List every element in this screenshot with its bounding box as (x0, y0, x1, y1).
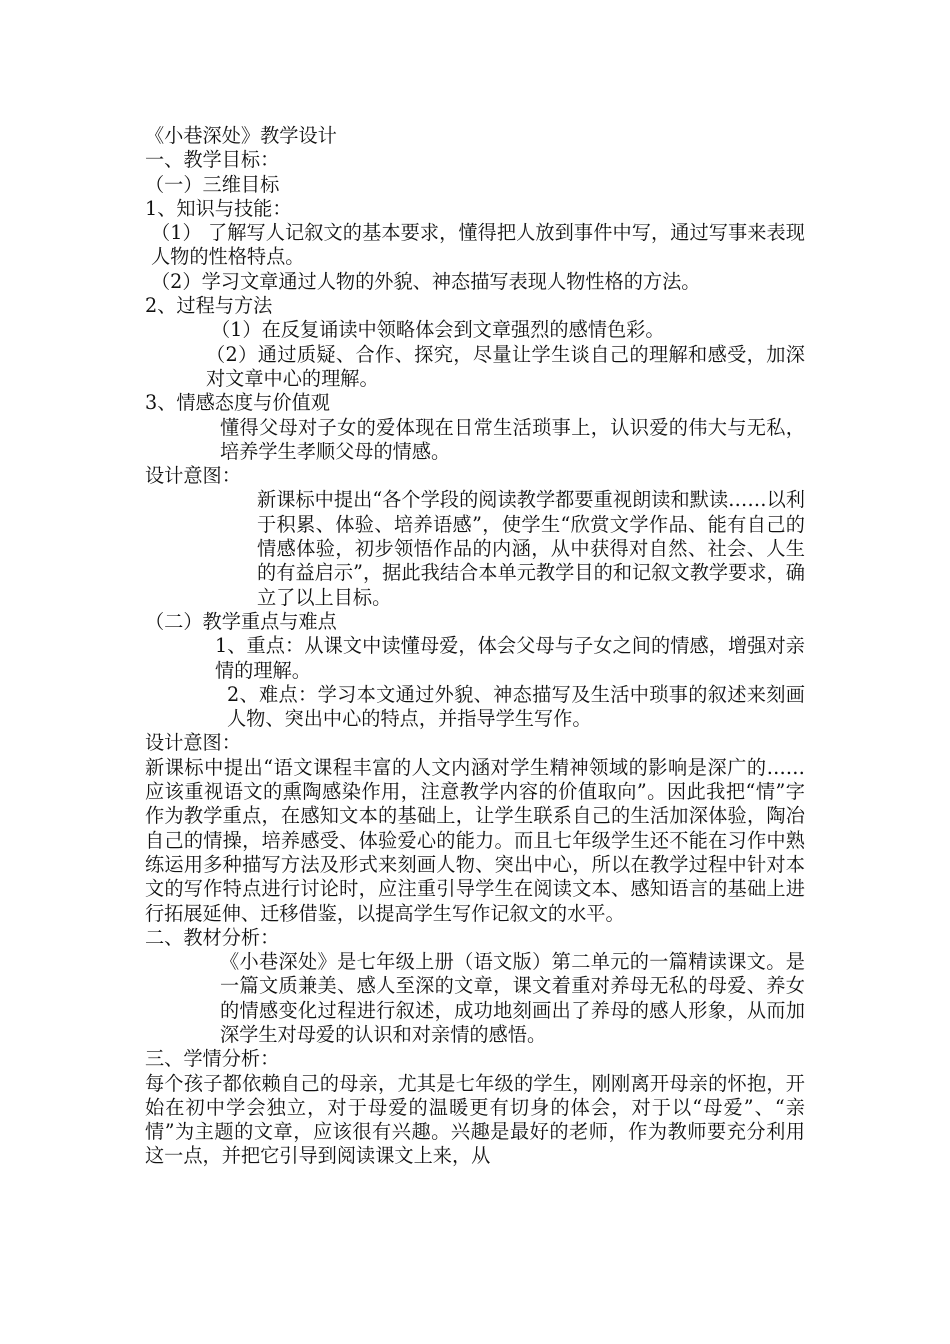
key-point-paragraph: 1、重点：从课文中读懂母爱，体会父母与子女之间的情感，增强对亲情的理解。 (215, 634, 805, 682)
subheading-three-dimensional-goals: （一）三维目标 (145, 172, 280, 196)
knowledge-item-2: （2）学习文章通过人物的外貌、神态描写表现人物性格的方法。 (151, 269, 701, 293)
design-intent-heading: 设计意图： (145, 464, 241, 488)
section-heading-learner-analysis: 三、学情分析： (145, 1047, 280, 1071)
textbook-analysis-paragraph: 《小巷深处》是七年级上册（语文版）第二单元的一篇精读课文。是一篇文质兼美、感人至深的文章，课文着重对养母无私的母爱、养女的情感变化过程进行叙述，成功地刻画出了养母的感人形象，从而加深学生对母爱的认识和对亲情的感悟。 (220, 950, 805, 1046)
process-item-2: （2）通过质疑、合作、探究，尽量让学生谈自己的理解和感受，加深对文章中心的理解。 (206, 342, 805, 390)
heading-process-methods: 2、过程与方法 (145, 294, 273, 318)
knowledge-item-1: （1） 了解写人记叙文的基本要求，懂得把人放到事件中写，通过写事来表现人物的性格特点。 (151, 221, 805, 269)
difficult-point-paragraph: 2、难点：学习本文通过外貌、神态描写及生活中琐事的叙述来刻画人物、突出中心的特点，并指导学生写作。 (227, 682, 805, 731)
emotion-paragraph: 懂得父母对子女的爱体现在日常生活琐事上，认识爱的伟大与无私，培养学生孝顺父母的情感。 (220, 415, 805, 463)
subheading-key-difficult-points: （二）教学重点与难点 (145, 609, 337, 633)
document-title: 《小巷深处》教学设计 (145, 124, 337, 147)
learner-analysis-paragraph: 每个孩子都依赖自己的母亲，尤其是七年级的学生，刚刚离开母亲的怀抱，开始在初中学会独立，对于母爱的温暖更有切身的体会，对于以“母爱”、“亲情”为主题的文章，应该很有兴趣。兴趣是最好的老师，作为教师要充分利用这一点，并把它引导到阅读课文上来，从 (145, 1071, 805, 1168)
design-intent-paragraph-2: 新课标中提出“语文课程丰富的人文内涵对学生精神领域的影响是深广的……应该重视语文的熏陶感染作用，注意教学内容的价值取向”。因此我把“情”字作为教学重点，在感知文本的基础上，让学生联系自己的生活加深体验，陶冶自己的情操，培养感受、体验爱心的能力。而且七年级学生还不能在习作中熟练运用多种描写方法及形式来刻画人物、突出中心，所以在教学过程中针对本文的写作特点进行讨论时，应注重引导学生在阅读文本、感知语言的基础上进行拓展延伸、迁移借鉴，以提高学生写作记叙文的水平。 (145, 755, 805, 925)
heading-knowledge-skills: 1、知识与技能： (145, 196, 292, 220)
process-item-1: （1）在反复诵读中领略体会到文章强烈的感情色彩。 (211, 318, 665, 342)
design-intent-heading-2: 设计意图： (145, 731, 241, 755)
section-heading-objectives: 一、教学目标： (145, 148, 280, 172)
design-intent-paragraph: 新课标中提出“各个学段的阅读教学都要重视朗读和默读……以利于积累、体验、培养语感”，使学生“欣赏文学作品、能有自己的情感体验，初步领悟作品的内涵，从中获得对自然、社会、人生的有益启示”，据此我结合本单元教学目的和记叙文教学要求，确立了以上目标。 (257, 488, 805, 609)
heading-emotion-values: 3、情感态度与价值观 (145, 391, 330, 415)
document-page (145, 124, 805, 1169)
section-heading-textbook-analysis: 二、教材分析： (145, 925, 280, 949)
